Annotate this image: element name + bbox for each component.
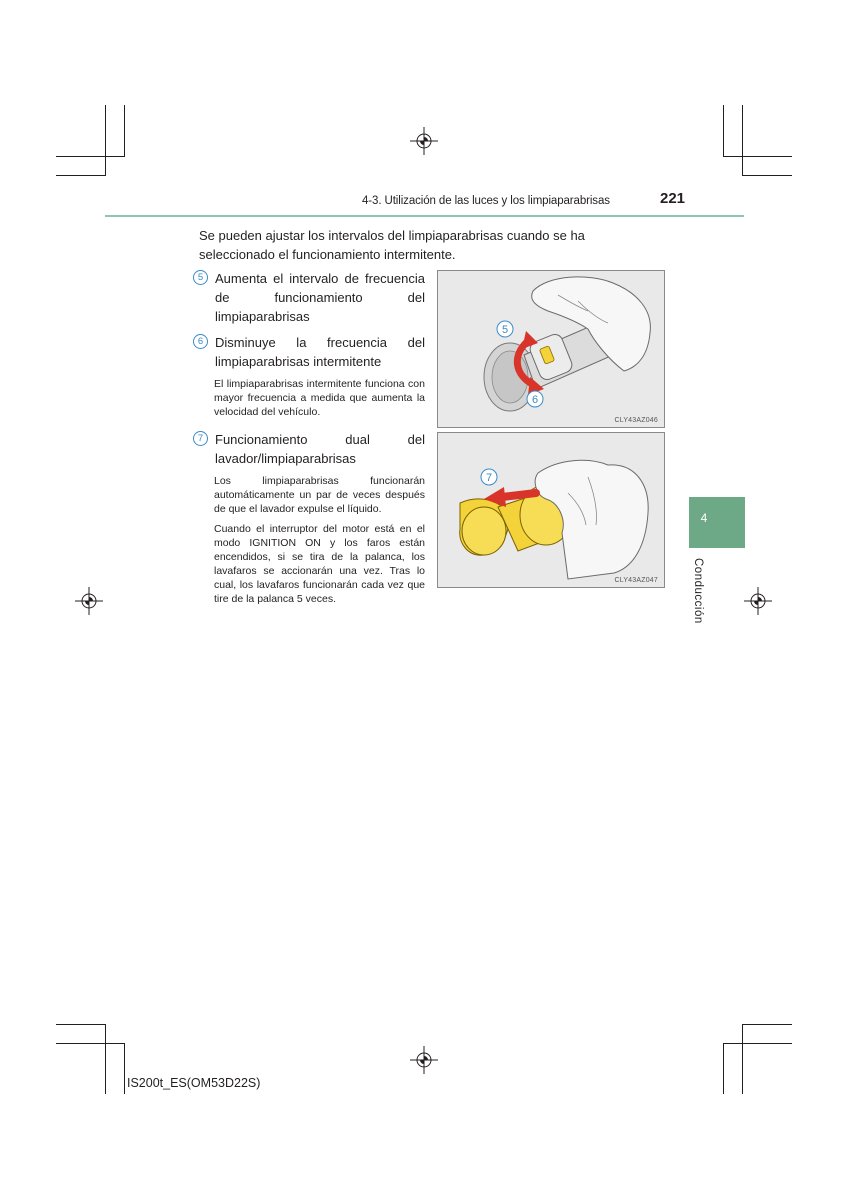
chapter-number: 4: [700, 511, 708, 525]
crop-mark-icon: [742, 1024, 743, 1094]
red-arrow-icon: [502, 493, 536, 497]
callout-number-icon: 7: [193, 431, 208, 446]
callout-number-icon: 6: [193, 334, 208, 349]
registration-target-icon: [410, 1046, 438, 1074]
crop-mark-icon: [124, 105, 125, 157]
crop-mark-icon: [742, 175, 792, 176]
header-divider: [105, 215, 744, 217]
registration-target-icon: [410, 127, 438, 155]
wiper-lever-illustration: [438, 271, 664, 427]
crop-mark-icon: [56, 156, 125, 157]
list-item-text: Funcionamiento dual del lavador/limpiaparabrisas: [215, 432, 425, 466]
list-item-7: [193, 430, 425, 468]
list-item-6: [193, 333, 425, 371]
figure-washer-pull: [437, 432, 665, 588]
chapter-tab: [689, 497, 745, 548]
intro-paragraph: Se pueden ajustar los intervalos del limpiaparabrisas cuando se ha seleccionado el funcionamiento intermitente.: [199, 228, 585, 262]
crop-mark-icon: [742, 1024, 792, 1025]
crop-mark-icon: [124, 1043, 125, 1094]
figure-wiper-interval: [437, 270, 665, 428]
registration-target-icon: [75, 587, 103, 615]
crop-mark-icon: [742, 105, 743, 175]
figure-code: CLY43AZ047: [614, 577, 658, 584]
crop-mark-icon: [105, 105, 106, 175]
registration-target-icon: [744, 587, 772, 615]
list-item-text: Aumenta el intervalo de frecuencia de funcionamiento del limpiaparabrisas: [215, 271, 425, 324]
crop-mark-icon: [56, 1043, 125, 1044]
note-paragraph: Cuando el interruptor del motor está en el modo IGNITION ON y los faros están encendidos, si se tira de la palanca, los lavafaros se accionarán una vez. Tras lo cual, los lavafaros funcionarán cada vez que tire de la palanca 5 veces.: [214, 523, 425, 605]
crop-mark-icon: [105, 1024, 106, 1094]
note-paragraph: El limpiaparabrisas intermitente funciona con mayor frecuencia a medida que aumenta la velocidad del vehículo.: [214, 378, 425, 418]
callout-label: 6: [531, 394, 539, 406]
crop-mark-icon: [723, 1043, 792, 1044]
list-item-text: Disminuye la frecuencia del limpiaparabrisas intermitente: [215, 335, 425, 369]
callout-number-icon: 5: [193, 270, 208, 285]
washer-lever-illustration: [438, 433, 664, 587]
crop-mark-icon: [723, 1043, 724, 1094]
crop-mark-icon: [56, 175, 106, 176]
note-paragraph: Los limpiaparabrisas funcionarán automáticamente un par de veces después de que el lavador expulse el líquido.: [214, 475, 425, 515]
callout-label: 7: [485, 472, 493, 484]
crop-mark-icon: [723, 105, 724, 157]
crop-mark-icon: [56, 1024, 106, 1025]
section-title: 4-3. Utilización de las luces y los limpiaparabrisas: [362, 195, 610, 207]
chapter-label: Conducción: [692, 558, 704, 624]
list-item-5: [193, 269, 425, 326]
callout-label: 5: [501, 324, 509, 336]
crop-mark-icon: [723, 156, 792, 157]
page-number: 221: [660, 190, 686, 207]
footer-code: IS200t_ES(OM53D22S): [127, 1076, 261, 1090]
figure-code: CLY43AZ046: [614, 417, 658, 424]
